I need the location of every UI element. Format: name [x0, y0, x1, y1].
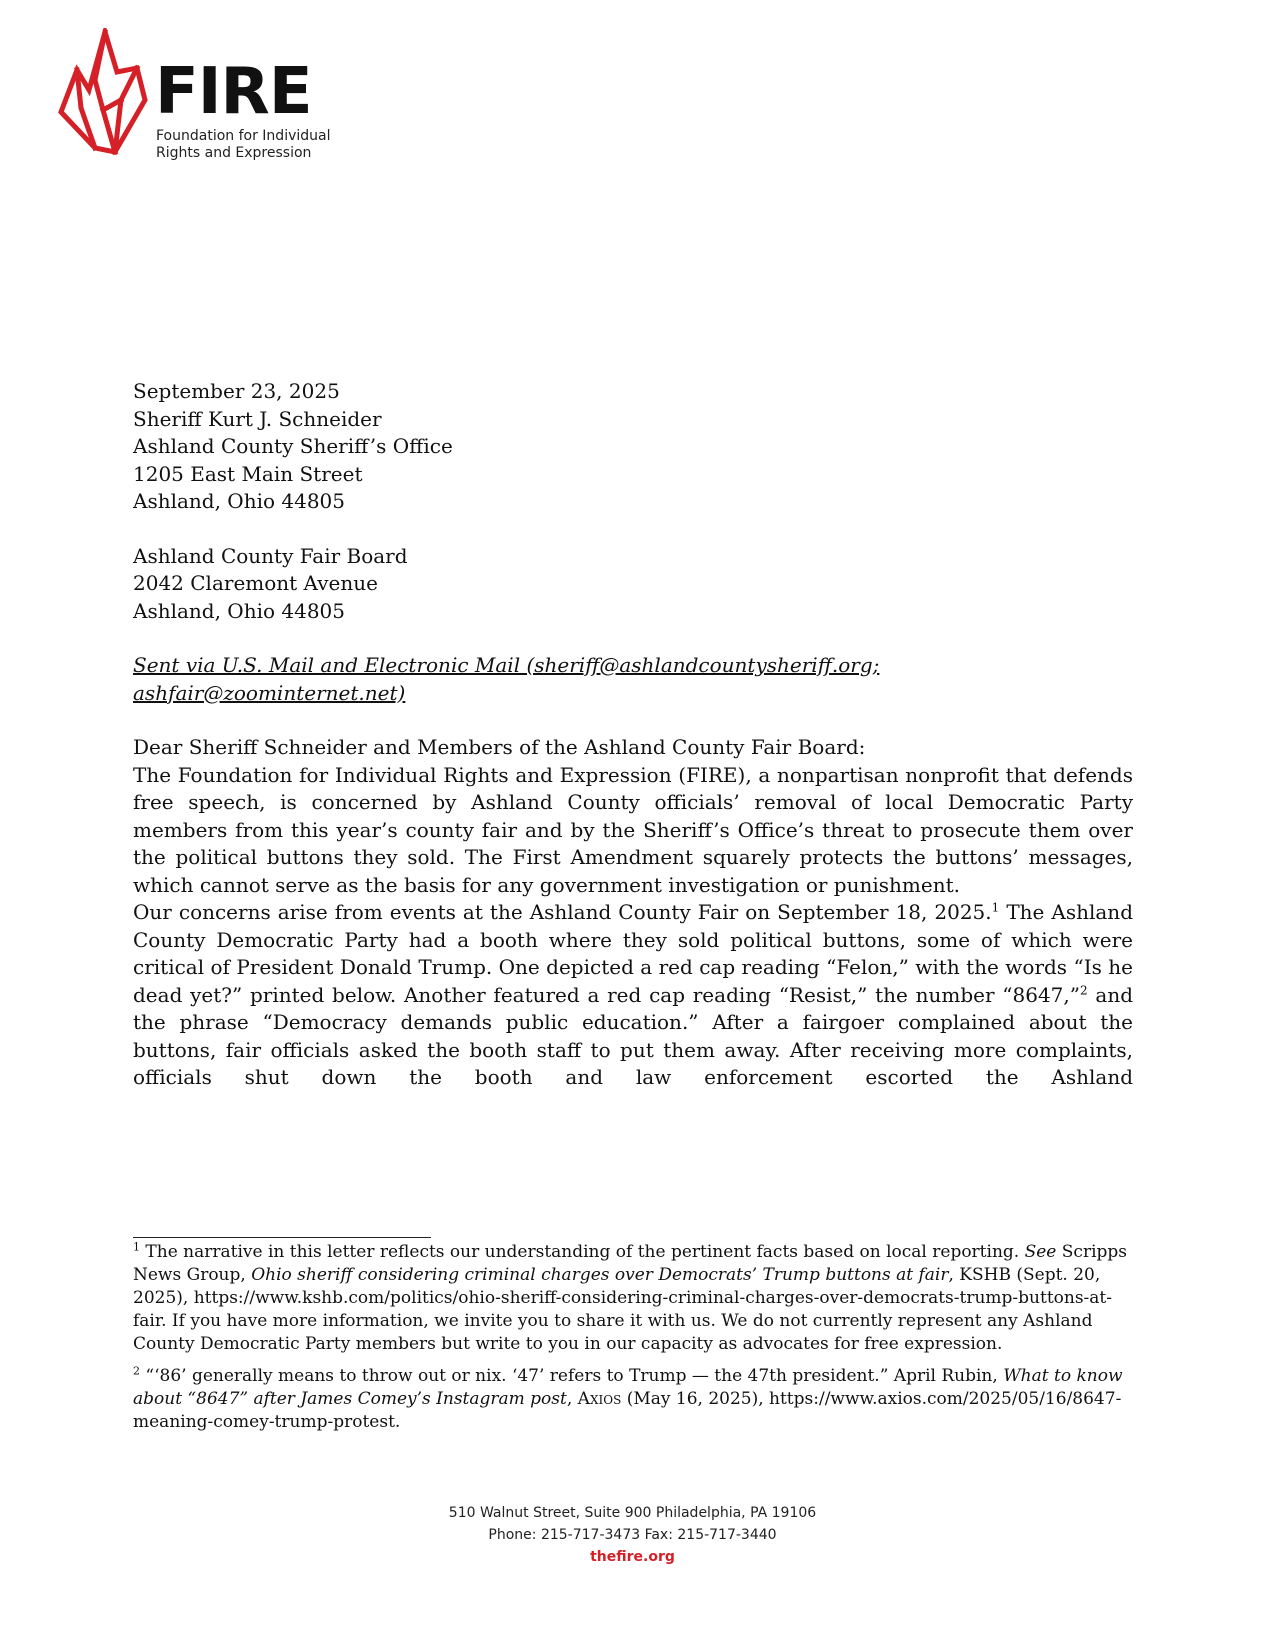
footnote-divider [133, 1237, 431, 1238]
footnote-text: , [566, 1389, 578, 1409]
recipient-address-sheriff [133, 406, 1133, 516]
footnote-signal: See [1024, 1242, 1057, 1262]
address-line: Sheriff Kurt J. Schneider [133, 406, 382, 431]
footnote-text: “‘86’ generally means to throw out or nix. ‘47’ refers to Trump — the 47th president.” April Rubin, [140, 1366, 1004, 1386]
footer-address: 510 Walnut Street, Suite 900 Philadelphia, PA 19106 [448, 1505, 817, 1521]
footnote-text: The narrative in this letter reflects our understanding of the pertinent facts based on local reporting. [140, 1242, 1025, 1262]
address-line: 1205 East Main Street [133, 461, 363, 486]
recipient-address-fair-board [133, 543, 1133, 626]
footer-phone: Phone: 215-717-3473 Fax: 215-717-3440 [488, 1527, 777, 1543]
paragraph-2-text: The Ashland County Democratic Party had a booth where they sold political buttons, some of which were critical of President Donald Trump. One depicted a red cap reading “Felon,” with the words “Is he dead yet?” printed below. Another featured a red cap reading “Resist,” the number “8647,” [133, 900, 1133, 1007]
footnote-article-title: Ohio sheriff considering criminal charges over Democrats’ Trump buttons at fair [251, 1265, 949, 1285]
logo-tagline-line2: Rights and Expression [156, 145, 312, 161]
fire-logo [55, 28, 355, 168]
footnote-2 [133, 1365, 1133, 1434]
footnote-number: 2 [133, 1364, 140, 1378]
address-line: Ashland County Fair Board [133, 543, 408, 568]
footnotes [133, 1241, 1133, 1443]
salutation: Dear Sheriff Schneider and Members of the Ashland County Fair Board: [133, 735, 866, 759]
sent-via-line: Sent via U.S. Mail and Electronic Mail (sheriff@ashlandcountysheriff.org; [133, 653, 880, 677]
footnote-ref-2[interactable]: 2 [1080, 982, 1088, 997]
footnote-number: 1 [133, 1240, 140, 1254]
footnote-article-title: What to know about “8647” after James Comey’s Instagram post [133, 1366, 1123, 1409]
logo-tagline-line1: Foundation for Individual [156, 128, 331, 144]
letter-body [133, 378, 1133, 1092]
footnote-1 [133, 1241, 1133, 1356]
address-line: Ashland, Ohio 44805 [133, 598, 346, 623]
address-line: Ashland, Ohio 44805 [133, 489, 346, 513]
footnote-text: Scripps News Group, [133, 1242, 1127, 1285]
letterhead-footer [0, 1502, 1265, 1568]
footnote-text: , KSHB (Sept. 20, 2025), https://www.kshb.com/politics/ohio-sheriff-considering-criminal-charges-over-democrats-trump-buttons-at-fair. If you have more information, we invite you to share it with us. We do not currently represent any Ashland County Democratic Party members but write to you in our capacity as advocates for free expression. [133, 1265, 1113, 1354]
letter-date: September 23, 2025 [133, 379, 340, 403]
footnote-text: (May 16, 2025), https://www.axios.com/2025/05/16/8647-meaning-comey-trump-protest. [133, 1389, 1122, 1432]
sent-via-notice [133, 652, 1133, 707]
address-line: Ashland County Sheriff’s Office [133, 434, 453, 458]
paragraph-2 [133, 899, 1133, 1092]
flame-logo-icon [55, 28, 151, 158]
sent-via-line: ashfair@zoominternet.net) [133, 680, 406, 705]
footer-website-link[interactable]: thefire.org [590, 1549, 675, 1565]
address-line: 2042 Claremont Avenue [133, 571, 378, 595]
footnote-ref-1[interactable]: 1 [991, 900, 1000, 915]
paragraph-2-text: Our concerns arise from events at the Ashland County Fair on September 18, 2025. [133, 900, 992, 924]
logo-wordmark: FIRE [155, 55, 312, 129]
paragraph-2-text: and the phrase “Democracy demands public education.” After a fairgoer complained about the buttons, fair officials asked the booth staff to put them away. After receiving more complaints, officials shut down the booth and law enforcement escorted the Ashland [133, 982, 1133, 1089]
logo-tagline [156, 128, 330, 162]
paragraph-1: The Foundation for Individual Rights and Expression (FIRE), a nonpartisan nonprofit that defends free speech, is concerned by Ashland County officials’ removal of local Democratic Party members from this year’s county fair and by the Sheriff’s Office’s threat to prosecute them over the political buttons they sold. The First Amendment squarely protects the buttons’ messages, which cannot serve as the basis for any government investigation or punishment. [133, 762, 1133, 897]
footnote-publication: Axios [577, 1389, 622, 1409]
